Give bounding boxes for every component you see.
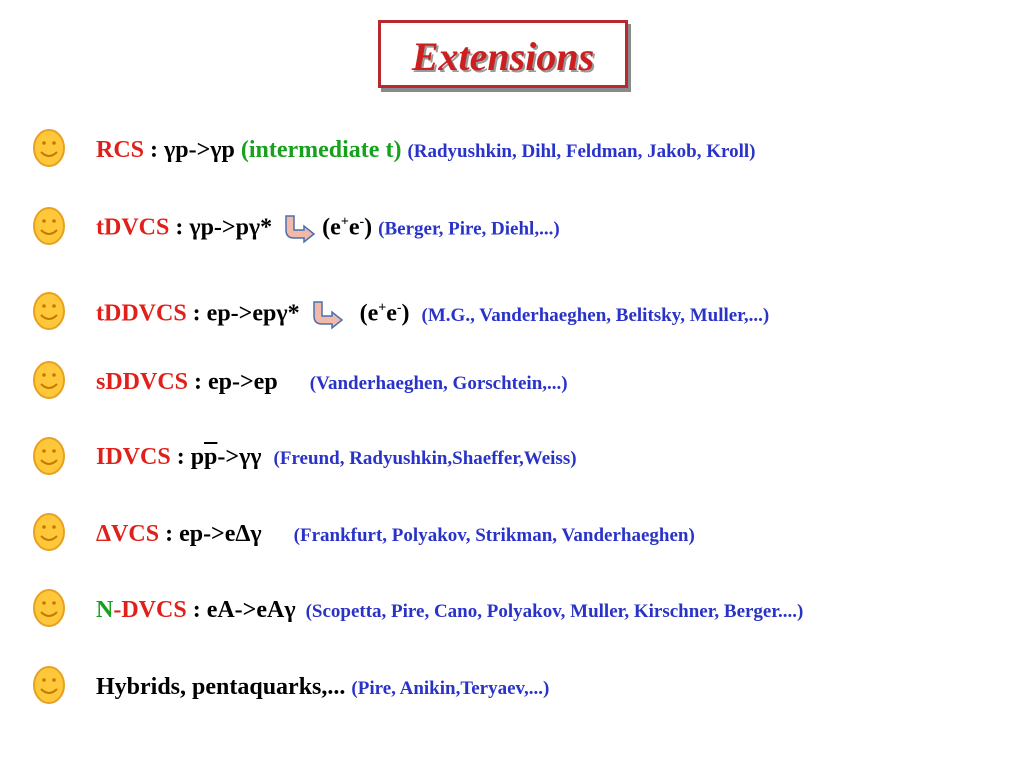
- item-refs: (Frankfurt, Polyakov, Strikman, Vanderhaeghen): [293, 525, 695, 546]
- curved-arrow-icon: [310, 300, 344, 330]
- item-sddvcs: [96, 369, 568, 396]
- item-name: tDDVCS: [96, 300, 187, 327]
- item-process: ep->ep: [208, 369, 278, 395]
- decay-e: e: [386, 300, 397, 327]
- item-name: RCS: [96, 137, 145, 163]
- process-out: ->γγ: [217, 444, 262, 470]
- item-name-n: N: [96, 597, 114, 623]
- item-tdvcs: [96, 214, 560, 244]
- decay-close: ): [401, 300, 410, 327]
- decay-open: (e: [359, 300, 379, 327]
- smiley-icon: [32, 128, 66, 168]
- decay-plus: +: [340, 214, 349, 230]
- smiley-icon: [32, 360, 66, 400]
- smiley-icon: [32, 206, 66, 246]
- item-sep: :: [170, 444, 191, 470]
- item-refs: (Scopetta, Pire, Cano, Polyakov, Muller, Kirschner, Berger....): [305, 601, 804, 622]
- item-name: -DVCS: [113, 597, 187, 623]
- item-process: ep->epγ*: [206, 300, 300, 327]
- item-refs: (Freund, Radyushkin,Shaeffer,Weiss): [273, 448, 577, 469]
- smiley-icon: [32, 665, 66, 705]
- item-refs: (Radyushkin, Dihl, Feldman, Jakob, Kroll): [407, 141, 756, 162]
- item-delta-vcs: [96, 521, 695, 548]
- decay-open: (e: [322, 214, 341, 241]
- item-tddvcs: [96, 300, 769, 330]
- item-refs: (Berger, Pire, Diehl,...): [378, 218, 560, 240]
- smiley-icon: [32, 291, 66, 331]
- item-hybrids: [96, 674, 549, 701]
- smiley-icon: [32, 588, 66, 628]
- item-process: ep->eΔγ: [179, 521, 262, 547]
- item-process: γp->γp: [164, 137, 235, 163]
- item-n-dvcs: [96, 597, 803, 624]
- item-sep: :: [188, 369, 209, 395]
- item-name: Hybrids, pentaquarks,...: [96, 674, 346, 700]
- title-box: [378, 20, 628, 88]
- item-sep: :: [169, 214, 190, 241]
- decay-minus: -: [359, 214, 365, 230]
- item-process: eA->eAγ: [206, 597, 296, 623]
- item-sep: :: [186, 597, 207, 623]
- item-name: tDVCS: [96, 214, 170, 241]
- slide-title: Extensions: [411, 34, 595, 79]
- process-p: p: [190, 444, 205, 470]
- smiley-icon: [32, 512, 66, 552]
- item-refs: (M.G., Vanderhaeghen, Belitsky, Muller,...): [421, 304, 770, 326]
- item-name: IDVCS: [96, 444, 171, 470]
- item-idvcs: [96, 444, 577, 471]
- decay-close: ): [364, 214, 373, 241]
- item-refs: (Pire, Anikin,Teryaev,...): [351, 678, 550, 699]
- item-process: γp->pγ*: [189, 214, 273, 241]
- decay-e: e: [348, 214, 360, 241]
- item-sep: :: [159, 521, 180, 547]
- item-extra: (intermediate t): [240, 137, 402, 163]
- process-pbar: $\overline{p}$: [204, 444, 218, 470]
- item-refs: (Vanderhaeghen, Gorschtein,...): [309, 373, 568, 394]
- smiley-icon: [32, 436, 66, 476]
- item-sep: :: [186, 300, 207, 327]
- item-rcs: [96, 137, 756, 164]
- item-sep: :: [144, 137, 165, 163]
- item-name: sDDVCS: [96, 369, 189, 395]
- item-name: ΔVCS: [96, 521, 160, 547]
- decay-minus: -: [396, 300, 402, 316]
- curved-arrow-icon: [282, 214, 316, 244]
- decay-plus: +: [378, 300, 387, 316]
